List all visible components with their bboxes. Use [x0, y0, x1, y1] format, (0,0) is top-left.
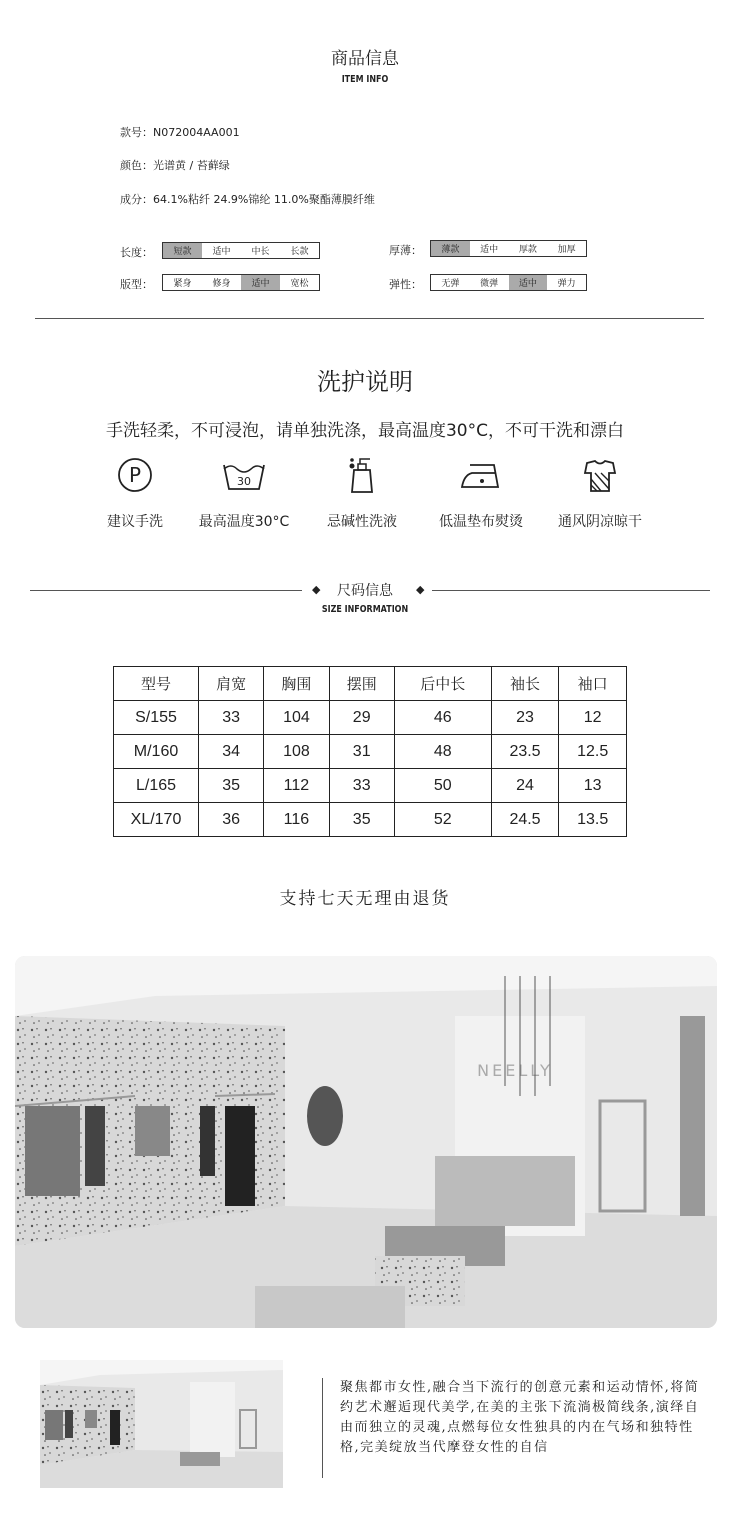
table-header: 袖长 [491, 667, 559, 701]
table-cell: 36 [199, 803, 264, 837]
table-cell: 24 [491, 769, 559, 803]
table-cell: 24.5 [491, 803, 559, 837]
iron-icon [421, 454, 541, 496]
wash-30-icon [184, 454, 304, 496]
item-info-title: 商品信息 [331, 49, 399, 69]
store-photo [15, 956, 717, 1328]
table-cell: 50 [394, 769, 491, 803]
thickness-label: 厚薄： [389, 244, 422, 257]
item-info-subtitle: ITEM INFO [341, 74, 389, 85]
item-composition: 成分：64.1%粘纤 24.9%锦纶 11.0%聚酯薄膜纤维 [120, 193, 375, 206]
length-option: 中长 [251, 247, 270, 257]
fit-option: 适中 [241, 275, 280, 290]
store-sign-text: NEELLY [477, 1061, 553, 1080]
diamond-icon: ◆ [312, 583, 321, 596]
table-cell: 112 [264, 769, 329, 803]
table-cell: 23 [491, 701, 559, 735]
table-header: 摆围 [329, 667, 394, 701]
item-color: 颜色：光谱黄 / 苔藓绿 [120, 159, 230, 172]
brand-description: 聚焦都市女性,融合当下流行的创意元素和运动情怀,将简约艺术邂逅现代美学,在美的主张下流淌极简线条,演绎自由而独立的灵魂,点燃每位女性独具的内在气场和独特性格,完美绽放当代摩登女性的自信 [340, 1380, 700, 1455]
thickness-scale [430, 240, 587, 257]
table-cell: 35 [329, 803, 394, 837]
hand-wash-p-icon [75, 454, 195, 496]
return-policy: 支持七天无理由退货 [279, 889, 451, 909]
size-title: 尺码信息 [337, 583, 393, 599]
elasticity-label: 弹性： [389, 278, 422, 291]
elasticity-option: 微弹 [480, 279, 499, 289]
item-code: 款号：N072004AA001 [120, 126, 240, 139]
care-label: 忌碱性洗液 [327, 514, 397, 530]
table-cell: 104 [264, 701, 329, 735]
table-header: 袖口 [559, 667, 627, 701]
table-row [114, 803, 627, 837]
table-cell: 33 [199, 701, 264, 735]
length-label: 长度： [120, 246, 153, 259]
thickness-option: 厚款 [518, 245, 537, 255]
size-table [113, 666, 627, 837]
section-divider [35, 318, 704, 319]
store-photo-thumbnail [40, 1360, 283, 1488]
length-scale [162, 242, 320, 259]
table-row [114, 735, 627, 769]
table-cell: 116 [264, 803, 329, 837]
length-option: 短款 [163, 243, 202, 258]
fit-scale [162, 274, 320, 291]
table-cell: L/165 [114, 769, 199, 803]
table-header: 后中长 [394, 667, 491, 701]
length-option: 适中 [212, 247, 231, 257]
table-cell: 29 [329, 701, 394, 735]
table-cell: XL/170 [114, 803, 199, 837]
care-label: 低温垫布熨烫 [439, 514, 523, 530]
table-header: 型号 [114, 667, 199, 701]
thickness-option: 薄款 [431, 241, 470, 256]
thickness-option: 适中 [480, 245, 499, 255]
fit-option: 宽松 [290, 279, 309, 289]
table-row [114, 701, 627, 735]
table-cell: 23.5 [491, 735, 559, 769]
description-divider [322, 1378, 323, 1478]
fit-label: 版型： [120, 278, 153, 291]
table-cell: 12.5 [559, 735, 627, 769]
elasticity-scale [430, 274, 587, 291]
table-cell: 13 [559, 769, 627, 803]
table-header: 肩宽 [199, 667, 264, 701]
table-cell: S/155 [114, 701, 199, 735]
table-cell: 31 [329, 735, 394, 769]
care-subtitle: 手洗轻柔，不可浸泡，请单独洗涤，最高温度30°C，不可干洗和漂白 [105, 421, 624, 441]
table-cell: 34 [199, 735, 264, 769]
care-label: 建议手洗 [107, 514, 163, 530]
elasticity-option: 适中 [509, 275, 548, 290]
fit-option: 紧身 [173, 279, 192, 289]
table-cell: 52 [394, 803, 491, 837]
table-cell: 108 [264, 735, 329, 769]
care-label: 通风阴凉晾干 [558, 514, 642, 530]
shade-dry-icon [540, 454, 660, 496]
table-header: 胸围 [264, 667, 329, 701]
elasticity-option: 弹力 [557, 279, 576, 289]
table-cell: 46 [394, 701, 491, 735]
wash-temp-text: 30 [237, 475, 251, 488]
elasticity-option: 无弹 [441, 279, 460, 289]
size-subtitle: SIZE INFORMATION [321, 604, 409, 615]
care-title: 洗护说明 [317, 368, 413, 396]
table-cell: 33 [329, 769, 394, 803]
table-cell: 12 [559, 701, 627, 735]
detergent-bottle-icon [302, 454, 422, 496]
table-cell: 35 [199, 769, 264, 803]
care-label: 最高温度30°C [198, 514, 290, 530]
length-option: 长款 [290, 247, 309, 257]
table-cell: M/160 [114, 735, 199, 769]
fit-option: 修身 [212, 279, 231, 289]
table-row [114, 769, 627, 803]
diamond-icon: ◆ [416, 583, 425, 596]
table-cell: 48 [394, 735, 491, 769]
thickness-option: 加厚 [557, 245, 576, 255]
table-header-row [114, 667, 627, 701]
svg-text:P: P [128, 463, 142, 487]
table-cell: 13.5 [559, 803, 627, 837]
